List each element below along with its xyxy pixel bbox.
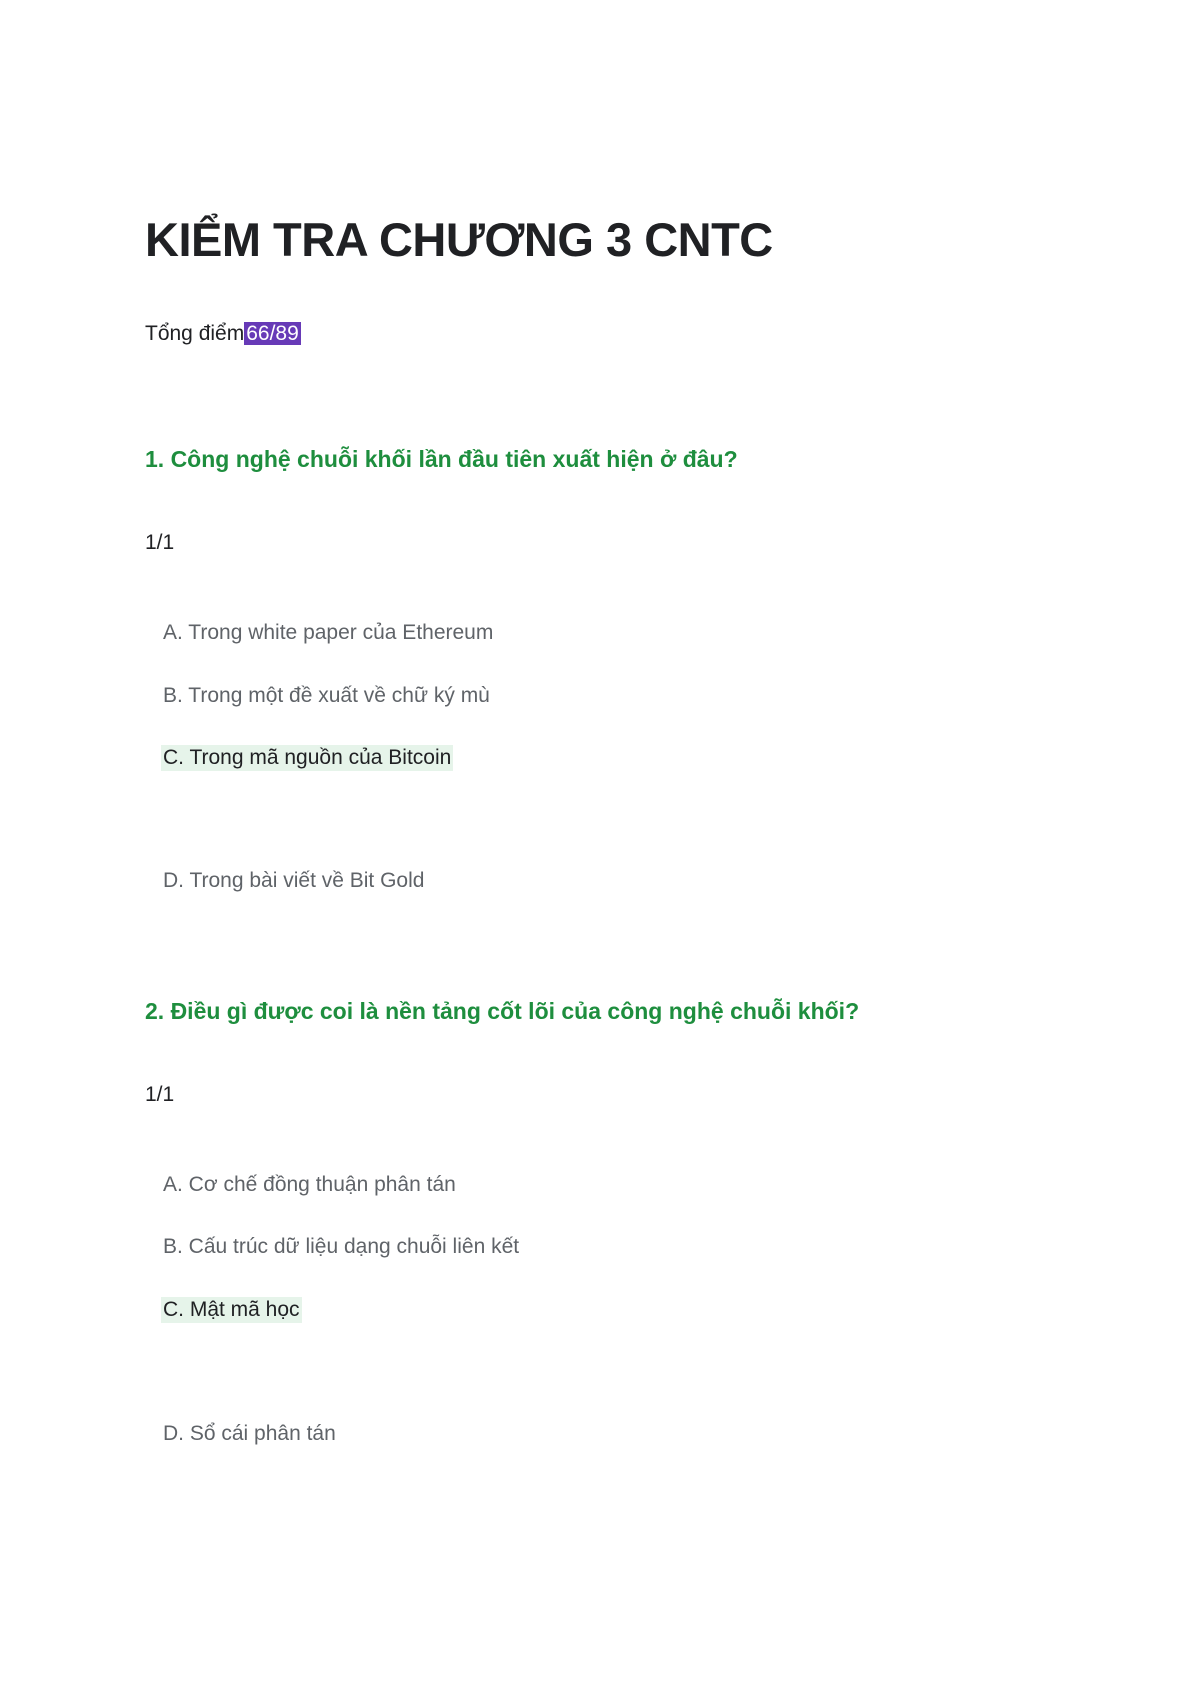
question-2-points: 1/1 [145, 1083, 175, 1106]
question-2-title: 2. Điều gì được coi là nền tảng cốt lõi của công nghệ chuỗi khối? [145, 998, 860, 1024]
question-2-option-b: B. Cấu trúc dữ liệu dạng chuỗi liên kết [163, 1235, 520, 1258]
total-score-value: 66/89 [246, 322, 299, 345]
question-1-option-a: A. Trong white paper của Ethereum [163, 621, 494, 644]
question-1-option-c-correct: C. Trong mã nguồn của Bitcoin [163, 746, 452, 769]
question-2-option-c-correct: C. Mật mã học [163, 1298, 300, 1321]
question-1-option-b: B. Trong một đề xuất về chữ ký mù [163, 684, 490, 707]
question-2-option-a: A. Cơ chế đồng thuận phân tán [163, 1173, 456, 1196]
question-2-option-d: D. Sổ cái phân tán [163, 1422, 336, 1445]
question-1-option-d: D. Trong bài viết về Bit Gold [163, 869, 425, 892]
page-title: KIỂM TRA CHƯƠNG 3 CNTC [145, 213, 773, 266]
question-1-points: 1/1 [145, 531, 175, 554]
total-score [145, 322, 301, 346]
question-1-title: 1. Công nghệ chuỗi khối lần đầu tiên xuất hiện ở đâu? [145, 446, 738, 472]
total-score-label: Tổng điểm [145, 322, 245, 345]
